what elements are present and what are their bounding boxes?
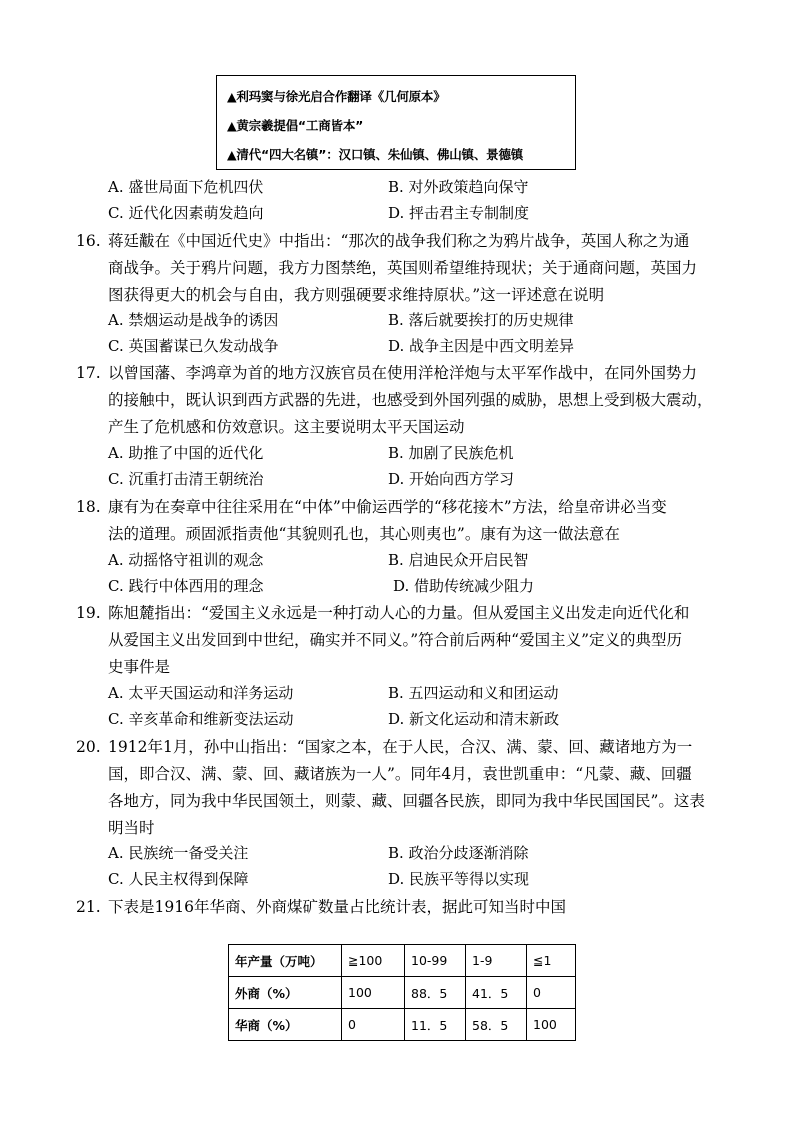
question-18 <box>76 494 736 548</box>
question-text: 商战争。关于鸦片问题，我方力图禁绝，英国则希望维持现状；关于通商问题，英国力 <box>108 259 698 277</box>
table-cell: 0 <box>342 1009 405 1041</box>
q15-option-c: C. 近代化因素萌发趋向 <box>108 204 264 222</box>
q15-option-d: D. 抨击君主专制制度 <box>388 204 530 222</box>
question-17 <box>76 360 736 441</box>
question-21 <box>76 894 736 921</box>
material-box <box>216 75 576 170</box>
question-text: 法的道理。顽固派指责他“其貌则孔也，其心则夷也”。康有为这一做法意在 <box>108 525 620 543</box>
question-number: 18. <box>76 498 101 516</box>
q20-option-b: B. 政治分歧逐渐消除 <box>388 844 529 862</box>
table-header-cell: 10-99 <box>405 945 466 977</box>
table-cell: 58．5 <box>466 1009 527 1041</box>
question-text: 各地方，同为我中华民国领土，则蒙、藏、回疆各民族，即同为我中华民国国民”。这表 <box>108 792 705 810</box>
q15-options-row <box>108 201 728 226</box>
question-text: 明当时 <box>108 819 155 837</box>
question-text: 图获得更大的机会与自由，我方则强硬要求维持原状。”这一评述意在说明 <box>108 286 605 304</box>
q16-options-row <box>108 308 728 333</box>
q20-option-d: D. 民族平等得以实现 <box>388 870 530 888</box>
q20-option-a: A. 民族统一备受关注 <box>108 844 249 862</box>
table-header-cell: ≦1 <box>527 945 576 977</box>
question-text: 康有为在奏章中往往采用在“中体”中偷运西学的“移花接木”方法，给皇帝讲必当变 <box>108 498 667 516</box>
table-header-cell: 年产量（万吨） <box>229 945 342 977</box>
question-number: 19. <box>76 604 101 622</box>
q17-options-row <box>108 441 728 466</box>
q18-option-d: D. 借助传统减少阻力 <box>393 577 535 595</box>
q15-options-row <box>108 175 728 200</box>
q16-options-row <box>108 334 728 359</box>
q17-option-c: C. 沉重打击清王朝统治 <box>108 470 264 488</box>
q19-option-c: C. 辛亥革命和维新变法运动 <box>108 710 294 728</box>
q20-options-row <box>108 867 728 892</box>
material-line: ▲黄宗羲提倡“工商皆本” <box>227 118 364 133</box>
question-text: 下表是1916年华商、外商煤矿数量占比统计表，据此可知当时中国 <box>108 898 566 916</box>
table-cell: 11．5 <box>405 1009 466 1041</box>
table-cell: 外商（%） <box>229 977 342 1009</box>
question-text: 的接触中，既认识到西方武器的先进，也感受到外国列强的威胁，思想上受到极大震动， <box>108 391 713 409</box>
coal-mine-table <box>228 944 576 1041</box>
table-cell: 100 <box>527 1009 576 1041</box>
table-header-cell: ≧100 <box>342 945 405 977</box>
q17-option-a: A. 助推了中国的近代化 <box>108 444 264 462</box>
q18-options-row <box>108 574 728 599</box>
q19-option-d: D. 新文化运动和清末新政 <box>388 710 560 728</box>
table-cell: 41．5 <box>466 977 527 1009</box>
question-text: 国，即合汉、满、蒙、回、藏诸族为一人”。同年4月，袁世凯重申：“凡蒙、藏、回疆 <box>108 765 692 783</box>
question-19 <box>76 600 736 681</box>
question-number: 21. <box>76 898 101 916</box>
table-cell: 88．5 <box>405 977 466 1009</box>
q18-option-b: B. 启迪民众开启民智 <box>388 551 529 569</box>
question-text: 产生了危机感和仿效意识。这主要说明太平天国运动 <box>108 418 465 436</box>
q16-option-a: A. 禁烟运动是战争的诱因 <box>108 311 279 329</box>
question-16 <box>76 228 736 309</box>
q16-option-b: B. 落后就要挨打的历史规律 <box>388 311 574 329</box>
question-number: 17. <box>76 364 101 382</box>
material-line: ▲利玛窦与徐光启合作翻译《几何原本》 <box>227 89 446 104</box>
q15-option-a: A. 盛世局面下危机四伏 <box>108 178 264 196</box>
q20-options-row <box>108 841 728 866</box>
q19-options-row <box>108 707 728 732</box>
q16-option-d: D. 战争主因是中西文明差异 <box>388 337 575 355</box>
q17-option-b: B. 加剧了民族危机 <box>388 444 514 462</box>
table-header-cell: 1-9 <box>466 945 527 977</box>
q19-option-a: A. 太平天国运动和洋务运动 <box>108 684 294 702</box>
q18-option-a: A. 动摇恪守祖训的观念 <box>108 551 264 569</box>
table-header-row <box>229 945 576 977</box>
table-cell: 0 <box>527 977 576 1009</box>
table-row <box>229 977 576 1009</box>
question-text: 陈旭麓指出：“爱国主义永远是一种打动人心的力量。但从爱国主义出发走向近代化和 <box>108 604 690 622</box>
question-number: 20. <box>76 738 101 756</box>
question-number: 16. <box>76 232 101 250</box>
q17-option-d: D. 开始向西方学习 <box>388 470 515 488</box>
table-row <box>229 1009 576 1041</box>
question-text: 从爱国主义出发回到中世纪，确实并不同义。”符合前后两种“爱国主义”定义的典型历 <box>108 631 683 649</box>
question-20 <box>76 734 736 842</box>
q20-option-c: C. 人民主权得到保障 <box>108 870 249 888</box>
q18-options-row <box>108 548 728 573</box>
q15-option-b: B. 对外政策趋向保守 <box>388 178 529 196</box>
table-cell: 100 <box>342 977 405 1009</box>
material-line: ▲清代“四大名镇”：汉口镇、朱仙镇、佛山镇、景德镇 <box>227 147 524 162</box>
q17-options-row <box>108 467 728 492</box>
question-text: 史事件是 <box>108 658 171 676</box>
question-text: 以曾国藩、李鸿章为首的地方汉族官员在使用洋枪洋炮与太平军作战中，在同外国势力 <box>108 364 698 382</box>
question-text: 1912年1月，孙中山指出：“国家之本，在于人民，合汉、满、蒙、回、藏诸地方为一 <box>108 738 693 756</box>
question-text: 蒋廷黻在《中国近代史》中指出：“那次的战争我们称之为鸦片战争，英国人称之为通 <box>108 232 690 250</box>
q18-option-c: C. 践行中体西用的理念 <box>108 577 264 595</box>
q19-option-b: B. 五四运动和义和团运动 <box>388 684 559 702</box>
q19-options-row <box>108 681 728 706</box>
q16-option-c: C. 英国蓄谋已久发动战争 <box>108 337 279 355</box>
table-cell: 华商（%） <box>229 1009 342 1041</box>
